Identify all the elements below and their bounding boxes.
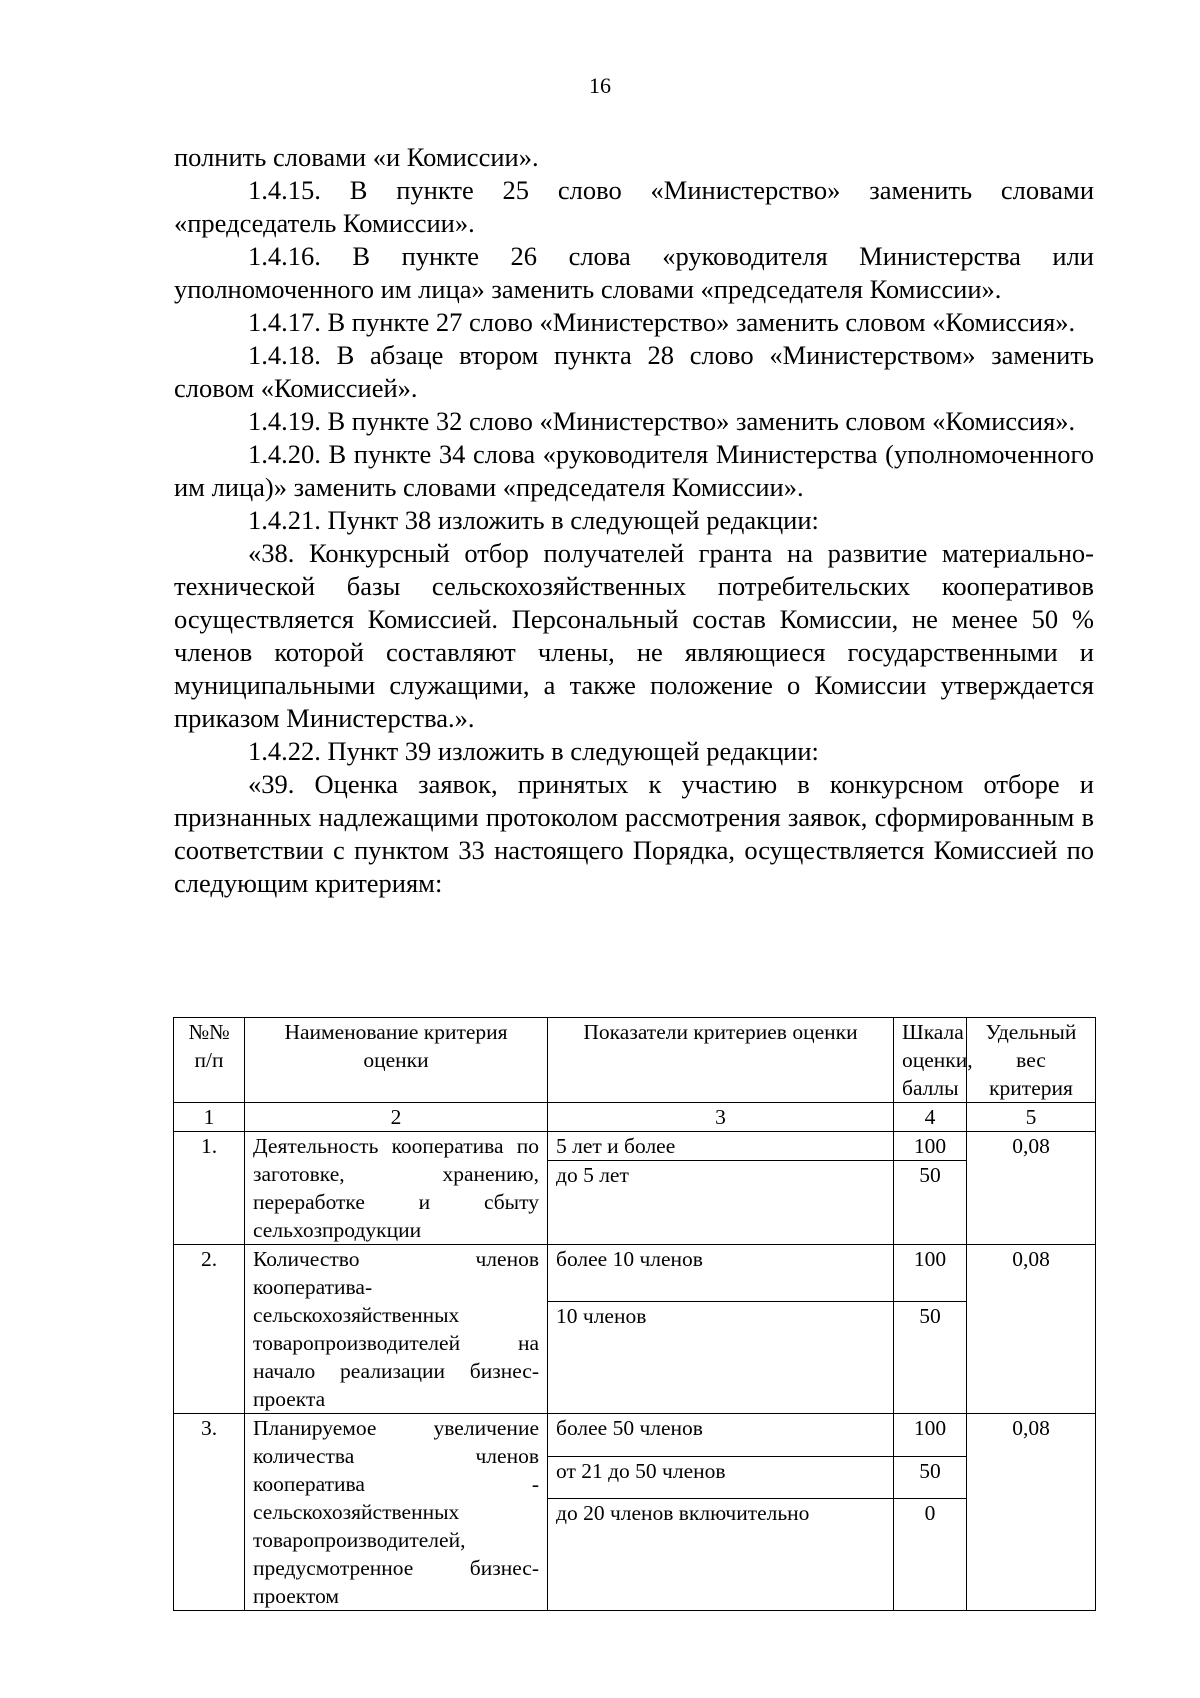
indicator-score: 50 [894, 1161, 967, 1245]
criterion-name: Деятельность кооператива по заготовке, хранению, переработке и сбыту сельхозпродукции [245, 1132, 548, 1245]
criterion-weight: 0,08 [967, 1245, 1096, 1414]
indicator-label: 5 лет и более [548, 1132, 894, 1161]
criterion-weight: 0,08 [967, 1414, 1096, 1611]
header-criterion: Наименование критерия оценки [245, 1018, 548, 1103]
indicator-score: 50 [894, 1456, 967, 1499]
paragraph: 1.4.19. В пункте 32 слово «Министерство» заменить словом «Комиссия». [248, 406, 1076, 436]
table-row [174, 1414, 1096, 1457]
indicator-score: 0 [894, 1499, 967, 1611]
table-row [174, 1132, 1096, 1161]
header-indicators: Показатели критериев оценки [548, 1018, 894, 1103]
paragraph: 1.4.21. Пункт 38 изложить в следующей редакции: [248, 505, 819, 535]
row-number: 1. [174, 1132, 245, 1245]
column-number: 1 [174, 1103, 245, 1132]
column-number: 2 [245, 1103, 548, 1132]
paragraph: 1.4.22. Пункт 39 изложить в следующей редакции: [248, 736, 819, 766]
page-number: 16 [589, 73, 611, 98]
paragraph: «38. Конкурсный отбор получателей гранта на развитие материально-технической базы сельскохозяйственных потребительских кооперативов осуществляется Комиссией. Персональный состав Комиссии, не менее 50 % членов которой составляют члены, не являющиеся государственными и муниципальными служащими, а также положение о Комиссии утверждается приказом Министерства.». [174, 538, 1094, 733]
indicator-label: до 5 лет [548, 1161, 894, 1245]
column-number: 4 [894, 1103, 967, 1132]
indicator-label: более 10 членов [548, 1245, 894, 1302]
column-number-row [174, 1103, 1096, 1132]
paragraph: 1.4.15. В пункте 25 слово «Министерство» заменить словами «председатель Комиссии». [174, 175, 1094, 238]
table-row [174, 1245, 1096, 1302]
indicator-label: от 21 до 50 членов [548, 1456, 894, 1499]
paragraph: 1.4.20. В пункте 34 слова «руководителя Министерства (уполномоченного им лица)» заменить словами «председателя Комиссии». [174, 439, 1094, 502]
paragraph: 1.4.16. В пункте 26 слова «руководителя Министерства или уполномоченного им лица» заменить словами «председателя Комиссии». [174, 241, 1094, 304]
table-header-row [174, 1018, 1096, 1103]
header-num: №№ п/п [174, 1018, 245, 1103]
body-text [174, 141, 1094, 900]
indicator-score: 100 [894, 1245, 967, 1302]
row-number: 2. [174, 1245, 245, 1414]
indicator-score: 100 [894, 1132, 967, 1161]
column-number: 5 [967, 1103, 1096, 1132]
criteria-table [173, 1017, 1096, 1611]
header-weight: Удельный вес критерия [967, 1018, 1096, 1103]
criterion-name: Количество членов кооператива-сельскохозяйственных товаропроизводителей на начало реализации бизнес-проекта [245, 1245, 548, 1414]
paragraph: 1.4.18. В абзаце втором пункта 28 слово «Министерством» заменить словом «Комиссией». [174, 340, 1094, 403]
header-score: Шкала оценки, баллы [894, 1018, 967, 1103]
row-number: 3. [174, 1414, 245, 1611]
paragraph: «39. Оценка заявок, принятых к участию в конкурсном отборе и признанных надлежащими протоколом рассмотрения заявок, сформированным в соответствии с пунктом 33 настоящего Порядка, осуществляется Комиссией по следующим критериям: [174, 769, 1094, 898]
paragraph: полнить словами «и Комиссии». [174, 142, 539, 172]
indicator-score: 50 [894, 1302, 967, 1414]
criterion-weight: 0,08 [967, 1132, 1096, 1245]
column-number: 3 [548, 1103, 894, 1132]
indicator-score: 100 [894, 1414, 967, 1457]
criterion-name: Планируемое увеличение количества членов кооператива - сельскохозяйственных товаропроизводителей, предусмотренное бизнес-проектом [245, 1414, 548, 1611]
indicator-label: более 50 членов [548, 1414, 894, 1457]
indicator-label: до 20 членов включительно [548, 1499, 894, 1611]
paragraph: 1.4.17. В пункте 27 слово «Министерство» заменить словом «Комиссия». [248, 307, 1076, 337]
indicator-label: 10 членов [548, 1302, 894, 1414]
